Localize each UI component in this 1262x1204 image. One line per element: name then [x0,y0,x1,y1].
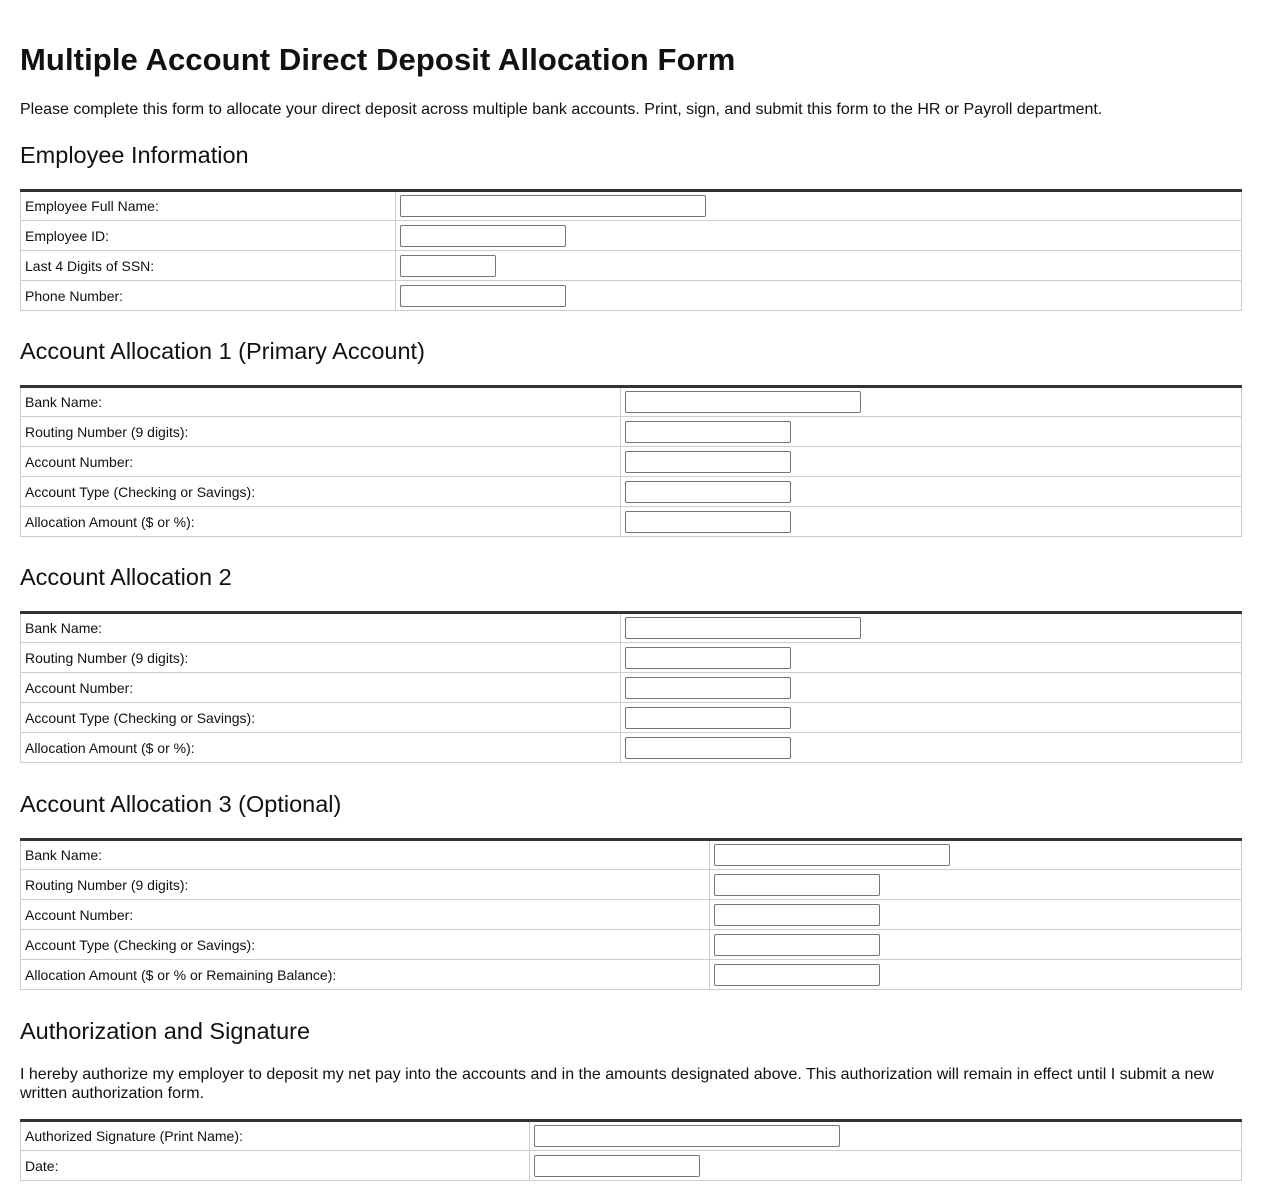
table-row [21,733,1242,763]
table-row [21,221,1242,251]
signature-input[interactable] [534,1125,840,1147]
field-label: Bank Name: [21,613,621,643]
authorization-table [20,1119,1242,1181]
table-row [21,930,1242,960]
table-row [21,960,1242,990]
account3-allocation-amount-input[interactable] [714,964,880,986]
account3-account-number-input[interactable] [714,904,880,926]
ssn-last4-input[interactable] [400,255,496,277]
table-row [21,840,1242,870]
field-label: Account Number: [21,673,621,703]
table-row [21,191,1242,221]
field-label: Date: [21,1151,530,1181]
field-label: Account Type (Checking or Savings): [21,930,710,960]
field-label: Allocation Amount ($ or %): [21,733,621,763]
field-label: Routing Number (9 digits): [21,417,621,447]
account2-account-type-input[interactable] [625,707,791,729]
table-row [21,703,1242,733]
field-label: Bank Name: [21,840,710,870]
field-label: Account Number: [21,447,621,477]
employee-id-input[interactable] [400,225,566,247]
account2-routing-number-input[interactable] [625,647,791,669]
employee-info-table [20,189,1242,311]
field-label: Employee ID: [21,221,396,251]
phone-number-input[interactable] [400,285,566,307]
page-title: Multiple Account Direct Deposit Allocation Form [20,42,736,77]
account3-section-heading: Account Allocation 3 (Optional) [20,791,342,817]
account1-routing-number-input[interactable] [625,421,791,443]
account2-section-heading: Account Allocation 2 [20,564,232,590]
field-label: Account Number: [21,900,710,930]
table-row [21,387,1242,417]
account3-bank-name-input[interactable] [714,844,950,866]
table-row [21,870,1242,900]
account1-bank-name-input[interactable] [625,391,861,413]
table-row [21,1151,1242,1181]
table-row [21,447,1242,477]
account1-account-type-input[interactable] [625,481,791,503]
table-row [21,673,1242,703]
table-row [21,477,1242,507]
table-row [21,643,1242,673]
field-label: Phone Number: [21,281,396,311]
employee-full-name-input[interactable] [400,195,706,217]
field-label: Allocation Amount ($ or %): [21,507,621,537]
table-row [21,1121,1242,1151]
field-label: Routing Number (9 digits): [21,870,710,900]
field-label: Employee Full Name: [21,191,396,221]
account3-routing-number-input[interactable] [714,874,880,896]
account3-table [20,838,1242,990]
date-input[interactable] [534,1155,700,1177]
account3-account-type-input[interactable] [714,934,880,956]
account2-table [20,611,1242,763]
account1-account-number-input[interactable] [625,451,791,473]
field-label: Authorized Signature (Print Name): [21,1121,530,1151]
employee-section-heading: Employee Information [20,142,249,168]
table-row [21,613,1242,643]
field-label: Bank Name: [21,387,621,417]
table-row [21,900,1242,930]
field-label: Last 4 Digits of SSN: [21,251,396,281]
field-label: Allocation Amount ($ or % or Remaining Balance): [21,960,710,990]
account1-allocation-amount-input[interactable] [625,511,791,533]
account2-allocation-amount-input[interactable] [625,737,791,759]
form-instructions: Please complete this form to allocate your direct deposit across multiple bank accounts. Print, sign, and submit this form to the HR or Payroll department. [20,101,1103,118]
field-label: Routing Number (9 digits): [21,643,621,673]
table-row [21,251,1242,281]
field-label: Account Type (Checking or Savings): [21,477,621,507]
table-row [21,507,1242,537]
table-row [21,281,1242,311]
account1-table [20,385,1242,537]
account2-account-number-input[interactable] [625,677,791,699]
authorization-statement: I hereby authorize my employer to deposit my net pay into the accounts and in the amounts designated above. This authorization will remain in effect until I submit a new written authorization form. [20,1066,1214,1102]
table-row [21,417,1242,447]
account1-section-heading: Account Allocation 1 (Primary Account) [20,338,425,364]
account2-bank-name-input[interactable] [625,617,861,639]
authorization-section-heading: Authorization and Signature [20,1018,311,1044]
field-label: Account Type (Checking or Savings): [21,703,621,733]
